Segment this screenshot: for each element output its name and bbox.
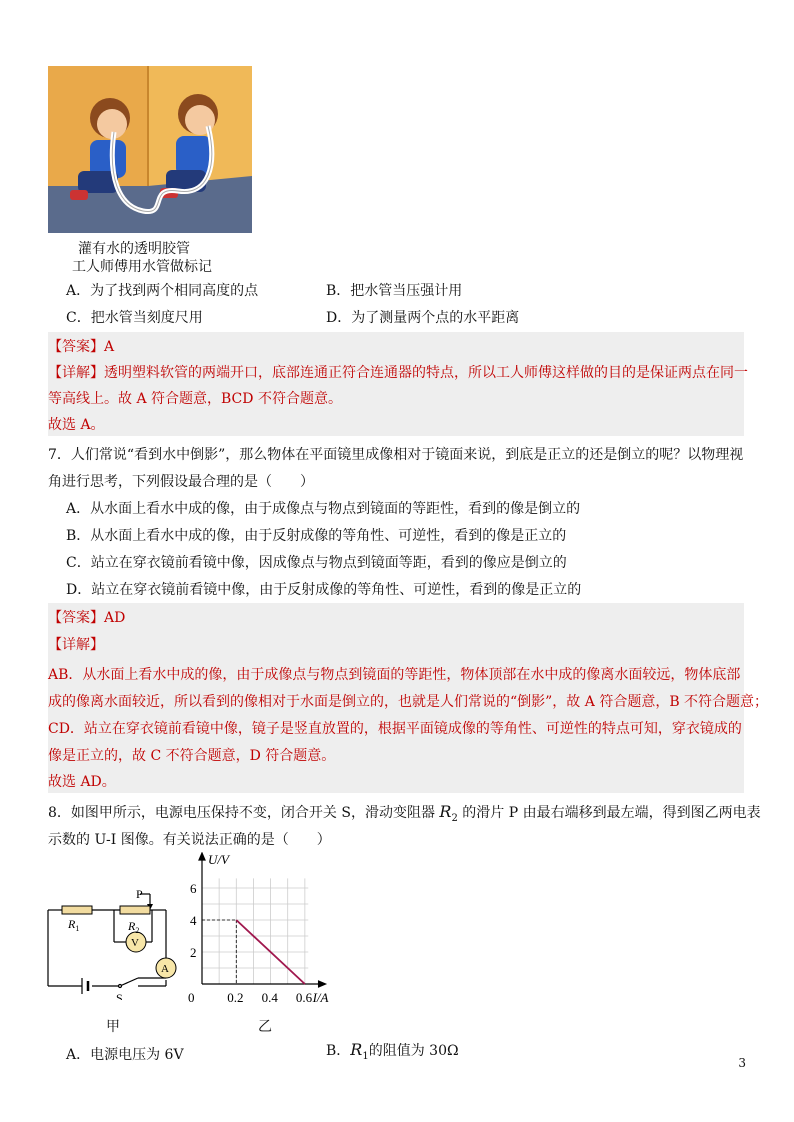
q6-conclusion: 故选 A。 bbox=[48, 417, 105, 433]
q7-conclusion: 故选 AD。 bbox=[48, 774, 116, 790]
q8-option-a: A．电源电压为 6V bbox=[66, 1047, 184, 1063]
circuit-label-s: S bbox=[116, 991, 123, 1000]
q8-option-b-prefix: B． bbox=[326, 1043, 351, 1059]
q7-detail-head: 【详解】 bbox=[48, 637, 104, 653]
q7-option-c: C．站立在穿衣镜前看镜中像，因成像点与物点到镜面等距，看到的像应是倒立的 bbox=[66, 555, 567, 571]
q8-stem-part-a: 8．如图甲所示，电源电压保持不变，闭合开关 S，滑动变阻器 bbox=[48, 805, 440, 821]
y-tick-label: 6 bbox=[190, 881, 197, 896]
q6-option-d: D．为了测量两个点的水平距离 bbox=[326, 310, 520, 326]
q7-detail-line4: 像是正立的，故 C 不符合题意，D 符合题意。 bbox=[48, 748, 336, 764]
graph-caption: 乙 bbox=[258, 1019, 272, 1035]
q7-option-b: B．从水面上看水中成的像，由于反射成像的等角性、可逆性，看到的像是正立的 bbox=[66, 528, 567, 544]
circuit-caption: 甲 bbox=[106, 1019, 120, 1035]
q8-option-b-text: 的阻值为 30Ω bbox=[368, 1043, 459, 1059]
x-tick-label: 0.6 bbox=[295, 990, 313, 1005]
origin-label: 0 bbox=[188, 990, 195, 1005]
y-axis-label: U/V bbox=[208, 852, 229, 867]
y-tick-label: 4 bbox=[190, 913, 197, 928]
q7-stem-line1: 7．人们常说“看到水中倒影”，那么物体在平面镜里成像相对于镜面来说，到底是正立的还是倒立的呢？以物理视 bbox=[48, 447, 744, 463]
q6-option-a: A．为了找到两个相同高度的点 bbox=[66, 283, 259, 299]
q6-detail-line2: 等高线上。故 A 符合题意，BCD 不符合题意。 bbox=[48, 391, 342, 407]
figure-caption-line1: 灌有水的透明胶管 bbox=[78, 241, 190, 257]
circuit-label-r1: $R_1$ bbox=[68, 917, 80, 933]
q8-stem-part-b: 的滑片 P 由最右端移到最左端，得到图乙两电表 bbox=[457, 805, 761, 821]
circuit-label-a: A bbox=[161, 963, 169, 975]
ui-graph bbox=[188, 852, 348, 1012]
q7-detail-line2: 成的像离水面较近，所以看到的像相对于水面是倒立的，也就是人们常说的“倒影”，故 A 符合题意，B 不符合题意； bbox=[48, 694, 769, 710]
q6-detail-line1: 【详解】透明塑料软管的两端开口，底部连通正符合连通器的特点，所以工人师傅这样做的目的是保证两点在同一 bbox=[48, 365, 748, 381]
q7-option-a: A．从水面上看水中成的像，由于成像点与物点到镜面的等距性，看到的像是倒立的 bbox=[66, 501, 581, 517]
q8-option-b-var: R bbox=[350, 1040, 363, 1059]
q7-detail-line3: CD．站立在穿衣镜前看镜中像，镜子是竖直放置的，根据平面镜成像的等角性、可逆性的特点可知，穿衣镜成的 bbox=[48, 721, 742, 737]
page-number: 3 bbox=[738, 1056, 746, 1070]
q6-answer-block bbox=[48, 332, 744, 436]
q8-stem-sub: 2 bbox=[451, 812, 458, 824]
circuit-label-v: V bbox=[131, 937, 139, 949]
q8-stem-var: R bbox=[439, 802, 452, 821]
q7-stem-line2: 角进行思考，下列假设最合理的是（ ） bbox=[48, 474, 314, 490]
worker-illustration bbox=[48, 66, 252, 233]
y-tick-label: 2 bbox=[190, 945, 197, 960]
x-tick-label: 0.4 bbox=[261, 990, 278, 1005]
q6-option-c: C．把水管当刻度尺用 bbox=[66, 310, 203, 326]
q6-option-b: B．把水管当压强计用 bbox=[326, 283, 463, 299]
x-axis-label: I/A bbox=[312, 990, 329, 1005]
q8-option-b bbox=[326, 1040, 459, 1062]
y-axis-arrow bbox=[199, 853, 205, 860]
q7-answer: 【答案】AD bbox=[48, 610, 126, 626]
q7-option-d: D．站立在穿衣镜前看镜中像，由于反射成像的等角性、可逆性，看到的像是正立的 bbox=[66, 582, 582, 598]
circuit-label-p: P bbox=[136, 887, 143, 901]
x-tick-label: 0.2 bbox=[227, 990, 244, 1005]
q8-option-b-sub: 1 bbox=[362, 1050, 369, 1062]
q7-detail-line1: AB．从水面上看水中成的像，由于成像点与物点到镜面的等距性，物体顶部在水中成的像离水面较远，物体底部 bbox=[48, 667, 741, 683]
circuit-diagram bbox=[42, 880, 192, 1000]
q8-stem-line1 bbox=[48, 802, 761, 824]
figure-caption-line2: 工人师傅用水管做标记 bbox=[72, 259, 212, 275]
q8-stem-line2: 示数的 U-I 图像。有关说法正确的是（ ） bbox=[48, 832, 331, 848]
q6-answer: 【答案】A bbox=[48, 339, 115, 355]
x-axis-arrow bbox=[319, 981, 326, 987]
circuit-label-r2: $R_2$ bbox=[128, 919, 140, 935]
